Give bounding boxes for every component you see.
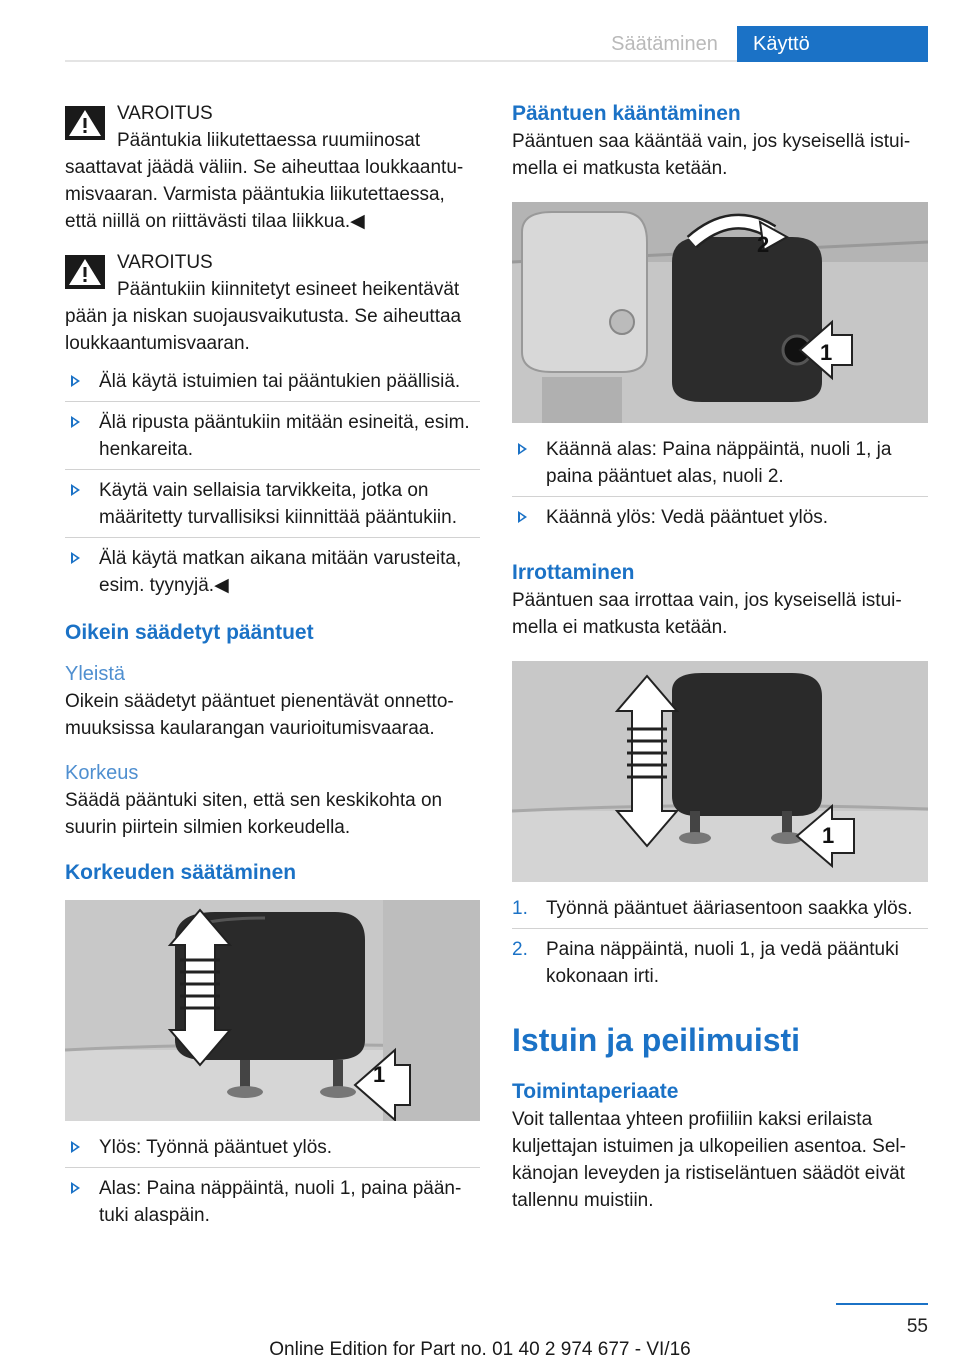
list-item: Käännä ylös: Vedä pääntuet ylös. <box>512 496 928 537</box>
bullet-triangle-icon <box>71 552 80 564</box>
list-item: Älä ripusta pääntukiin mitään esineitä, esim. henkareita. <box>65 401 480 469</box>
footer-rule <box>836 1303 928 1305</box>
warning-list <box>65 361 480 605</box>
list-item: Ylös: Työnnä pääntuet ylös. <box>65 1127 480 1167</box>
tilt-list <box>512 429 928 537</box>
page-number: 55 <box>906 1316 928 1337</box>
paragraph: Säädä pääntuki siten, että sen keskikohta on suurin piirtein silmien korkeudella. <box>65 790 443 838</box>
figure-label: 1 <box>820 340 833 365</box>
list-item: Käytä vain sellaisia tarvikkeita, jotka on määritetty turvallisiksi kiinnittää pääntukiin. <box>65 469 480 537</box>
bullet-triangle-icon <box>71 375 80 387</box>
section-heading: Oikein säädetyt pääntuet <box>65 621 314 644</box>
warning-title: VAROITUS <box>117 103 213 124</box>
tab-chapter[interactable]: Käyttö <box>737 26 928 62</box>
bullet-triangle-icon <box>518 511 527 523</box>
headrest-tilt-figure <box>512 202 928 423</box>
paragraph: Pääntuen saa kääntää vain, jos kyseisellä istuimella ei matkusta ketään. <box>512 131 911 179</box>
warning-icon <box>65 106 105 140</box>
warning-icon <box>65 255 105 289</box>
remove-steps-list <box>512 888 928 996</box>
section-heading: Irrottaminen <box>512 561 635 584</box>
warning-text: Pääntukia liikutettaessa ruumiinosat saattavat jäädä väliin. Se aiheuttaa loukkaantumisvaaran. Varmista pääntukia liikutettaessa, että niillä on riittävästi tilaa liikkua.◀ <box>65 130 464 232</box>
bullet-triangle-icon <box>71 1182 80 1194</box>
paragraph: Oikein säädetyt pääntuet pienentävät onnettomuuksissa kaularangan vaurioitumisvaaraa. <box>65 691 454 739</box>
bullet-triangle-icon <box>71 416 80 428</box>
list-item: Käännä alas: Paina näppäintä, nuoli 1, ja paina pääntuet alas, nuoli 2. <box>512 429 928 496</box>
step-number: 1. <box>512 898 528 919</box>
bullet-triangle-icon <box>71 1141 80 1153</box>
list-item: Alas: Paina näppäintä, nuoli 1, paina pääntuki alaspäin. <box>65 1167 480 1235</box>
list-item: Älä käytä istuimien tai pääntukien päällisiä. <box>65 361 480 401</box>
bullet-triangle-icon <box>71 484 80 496</box>
headrest-removal-figure <box>512 661 928 882</box>
headrest-height-figure <box>65 900 480 1121</box>
subsection-heading: Korkeus <box>65 762 139 784</box>
step-number: 2. <box>512 939 528 960</box>
right-column <box>512 100 928 1214</box>
edition-footer: Online Edition for Part no. 01 40 2 974 677 - VI/16 <box>269 1339 691 1360</box>
list-item: Älä käytä matkan aikana mitään varusteita, esim. tyynyjä.◀ <box>65 537 480 605</box>
figure-label: 1 <box>822 823 835 848</box>
bullet-triangle-icon <box>518 443 527 455</box>
paragraph: Pääntuen saa irrottaa vain, jos kyseisellä istuimella ei matkusta ketään. <box>512 590 902 638</box>
figure-label: 1 <box>373 1062 386 1087</box>
list-item: 1. Työnnä pääntuet ääriasentoon saakka ylös. <box>512 888 928 928</box>
paragraph: Voit tallentaa yhteen profiiliin kaksi erilaista kuljettajan istuimen ja ulkopeilien asentoa. Selkänojan leveyden ja ristiseläntuen säädöt eivät tallennu muistiin. <box>512 1109 906 1211</box>
chapter-heading: Istuin ja peilimuisti <box>512 1022 801 1058</box>
left-column <box>65 100 480 1235</box>
warning-text: Pääntukiin kiinnitetyt esineet heikentävät pään ja niskan suojausvaikutusta. Se aiheuttaa loukkaantumisvaaran. <box>65 279 462 354</box>
section-heading: Toimintaperiaate <box>512 1080 679 1103</box>
section-heading: Pääntuen kääntäminen <box>512 102 741 125</box>
section-heading: Korkeuden säätäminen <box>65 861 297 884</box>
warning-title: VAROITUS <box>117 252 213 273</box>
tab-section[interactable]: Säätäminen <box>611 33 718 55</box>
warning-block <box>65 249 480 357</box>
warning-block <box>65 100 480 235</box>
subsection-heading: Yleistä <box>65 663 126 685</box>
adjust-list <box>65 1127 480 1235</box>
list-item: 2. Paina näppäintä, nuoli 1, ja vedä pääntuki kokonaan irti. <box>512 928 928 996</box>
figure-label: 2 <box>757 232 770 257</box>
